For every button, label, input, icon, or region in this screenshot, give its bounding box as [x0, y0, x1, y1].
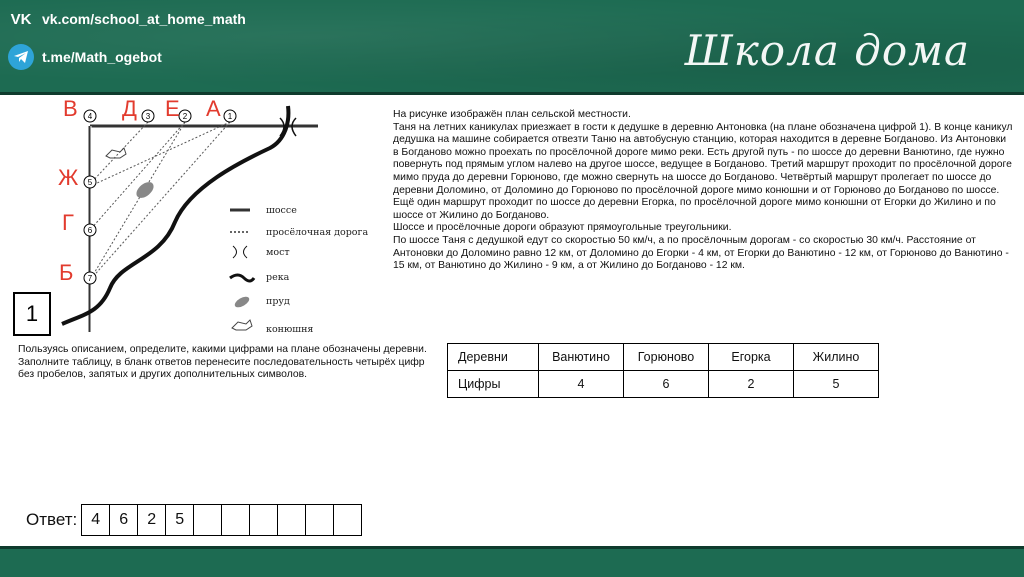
footer-bar — [0, 546, 1024, 577]
answer-cell[interactable]: 6 — [110, 505, 138, 535]
answer-cell[interactable] — [194, 505, 222, 535]
answer-cell[interactable]: 5 — [166, 505, 194, 535]
table-cell[interactable]: 5 — [794, 371, 879, 398]
table-cell: Жилино — [794, 344, 879, 371]
table-cell: Деревни — [448, 344, 539, 371]
legend-label: шоссе — [266, 205, 297, 216]
village-letter: Е — [165, 96, 180, 121]
legend-label: просёлочная дорога — [266, 227, 369, 238]
answer-cell[interactable]: 2 — [138, 505, 166, 535]
table-row — [448, 371, 879, 398]
task-description — [393, 109, 1013, 273]
answer-cells — [81, 504, 362, 536]
telegram-link-text: t.me/Math_ogebot — [42, 49, 162, 65]
legend-label: мост — [266, 247, 290, 258]
pin-number: 6 — [87, 226, 93, 235]
table-cell[interactable]: 2 — [709, 371, 794, 398]
legend-label: пруд — [266, 296, 290, 307]
village-letter: Д — [122, 96, 137, 121]
map-drawing — [40, 92, 369, 342]
table-row — [448, 344, 879, 371]
task-paragraph: По шоссе Таня с дедушкой едут со скоростью 50 км/ч, а по просёлочным дорогам - со скоростью 30 км/ч. Расстояние от Антоновки до Доломино равно 12 км, от Доломино до Егорки - 4 км, от Егорки до Ванютино - 12 км, от Горюново до Ванютино - 15 км, от Ванютино до Жилино - 9 км, а от Жилино до Богданово - 12 км. — [393, 234, 1009, 272]
answer-cell[interactable] — [250, 505, 278, 535]
answer-cell[interactable] — [222, 505, 250, 535]
task-paragraph: Таня на летних каникулах приезжает в гости к дедушке в деревню Антоновка (на плане обозначена цифрой 1). В конце каникул дедушка на машине собирается отвезти Таню на автобусную станцию, которая находится в деревне Богданово. Из Антоновки в Богданово можно проехать по просёлочной дороге мимо реки. Есть другой путь - по шоссе до деревни Ванютино, где нужно повернуть под прямым углом налево на другое шоссе, ведущее в Богданово. Третий маршрут проходит по просёлочной дороге мимо пруда до деревни Горюново, где можно свернуть на шоссе до Богданово. Четвёртый маршрут пролегает по шоссе до деревни Доломино, от Доломино до Горюново по просёлочной дороге мимо конюшни и от Горюново до Богданово по шоссе. Ещё один маршрут проходит по шоссе до деревни Егорка, по просёлочной дороге мимо конюшни от Егорки до Жилино и по шоссе от Жилино до Богданово. — [393, 121, 1013, 221]
village-letter: В — [63, 96, 78, 121]
vk-icon: VK — [10, 10, 32, 28]
village-letter: Б — [59, 260, 74, 285]
pin-number: 2 — [182, 112, 188, 121]
header-banner — [0, 0, 1024, 92]
pin-number: 7 — [87, 274, 93, 283]
legend-label: конюшня — [266, 324, 314, 335]
vk-link-text: vk.com/school_at_home_math — [42, 11, 246, 27]
table-cell: Цифры — [448, 371, 539, 398]
answer-cell[interactable] — [306, 505, 334, 535]
table-cell[interactable]: 6 — [624, 371, 709, 398]
brand-title: Школа дома — [684, 26, 970, 75]
village-letter: Ж — [58, 165, 79, 190]
village-letter: А — [206, 96, 221, 121]
pin-number: 5 — [87, 178, 93, 187]
instructions — [18, 344, 428, 382]
instruction-line: Пользуясь описанием, определите, какими цифрами на плане обозначены деревни. — [18, 344, 427, 355]
table-cell: Ванютино — [539, 344, 624, 371]
table-cell: Егорка — [709, 344, 794, 371]
vk-link[interactable] — [8, 6, 246, 32]
answer-row — [26, 504, 362, 536]
answer-cell[interactable]: 4 — [82, 505, 110, 535]
answer-cell[interactable] — [334, 505, 361, 535]
instruction-line: Заполните таблицу, в бланк ответов перенесите последовательность четырёх цифр без пробелов, запятых и других дополнительных символов. — [18, 356, 425, 381]
answer-cell[interactable] — [278, 505, 306, 535]
legend-label: река — [266, 272, 290, 283]
table-cell[interactable]: 4 — [539, 371, 624, 398]
task-paragraph: На рисунке изображён план сельской местности. — [393, 109, 631, 120]
pin-number: 1 — [227, 112, 233, 121]
task-number: 1 — [13, 292, 51, 336]
table-cell: Горюново — [624, 344, 709, 371]
task-paragraph: Шоссе и просёлочные дороги образуют прямоугольные треугольники. — [393, 222, 732, 234]
telegram-icon — [8, 44, 34, 70]
telegram-link[interactable] — [8, 44, 162, 70]
village-letter: Г — [62, 210, 74, 235]
village-map — [40, 92, 369, 342]
pin-number: 3 — [145, 112, 151, 121]
pin-number: 4 — [87, 112, 93, 121]
answer-label: Ответ: — [26, 510, 78, 529]
villages-table — [447, 343, 879, 398]
